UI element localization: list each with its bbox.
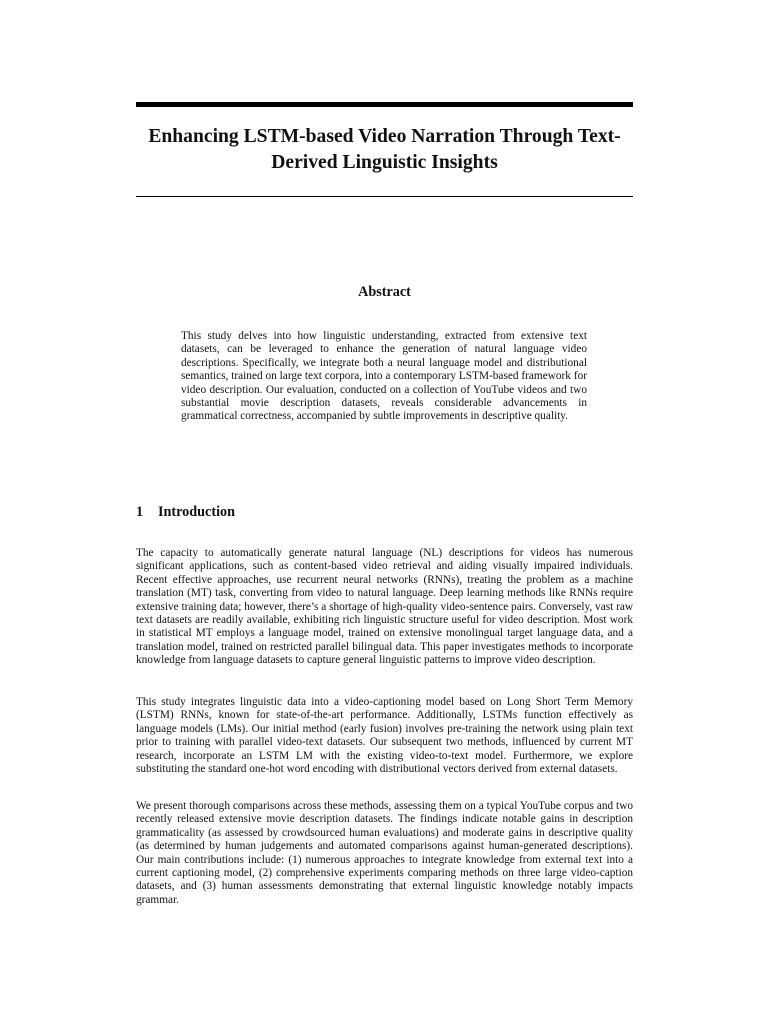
intro-paragraph-3: We present thorough comparisons across these methods, assessing them on a typical YouTube corpus and two recently released extensive movie description datasets. The findings indicate notable gains in description grammaticality (as assessed by crowdsourced human evaluations) and moderate gains in descriptive quality (as determined by human judgements and automated comparisons against human-generated descriptions). Our main contributions include: (1) numerous approaches to integrate knowledge from external text into a current captioning model, (2) comprehensive experiments comparing methods on three large video-caption datasets, and (3) human assessments demonstrating that external linguistic knowledge notably impacts grammar. xyxy=(136,800,633,906)
title-top-rule xyxy=(136,102,633,107)
section-title: Introduction xyxy=(158,504,235,520)
section-number: 1 xyxy=(136,504,144,520)
section-heading-introduction xyxy=(136,502,235,522)
intro-paragraph-2: This study integrates linguistic data into a video-captioning model based on Long Short Term Memory (LSTM) RNNs, known for state-of-the-art performance. Additionally, LSTMs function effectively as language models (LMs). Our initial method (early fusion) involves pre-training the network using plain text prior to training with parallel video-text datasets. Our subsequent two methods, influenced by current MT research, incorporate an LSTM LM with the existing video-to-text model. Furthermore, we explore substituting the standard one-hot word encoding with distributional vectors derived from external datasets. xyxy=(136,696,633,776)
abstract-heading: Abstract xyxy=(358,284,411,300)
title-bottom-rule xyxy=(136,196,633,197)
abstract-text: This study delves into how linguistic understanding, extracted from extensive text datasets, can be leveraged to enhance the generation of natural language video descriptions. Specifically, we integrate both a neural language model and distributional semantics, trained on large text corpora, into a contemporary LSTM-based framework for video description. Our evaluation, conducted on a collection of YouTube videos and two substantial movie description datasets, reveals considerable advancements in grammatical correctness, accompanied by subtle improvements in descriptive quality. xyxy=(181,330,587,423)
paper-title: Enhancing LSTM-based Video Narration Through Text-Derived Linguistic Insights xyxy=(148,126,621,173)
intro-paragraph-1: The capacity to automatically generate natural language (NL) descriptions for videos has numerous significant applications, such as content-based video retrieval and aiding visually impaired individuals. Recent effective approaches, use recurrent neural networks (RNNs), treating the problem as a machine translation (MT) task, converting from video to natural language. Deep learning methods like RNNs require extensive training data; however, there’s a shortage of high-quality video-sentence pairs. Conversely, vast raw text datasets are readily available, exhibiting rich linguistic structure useful for video description. Most work in statistical MT employs a language model, trained on extensive monolingual target language data, and a translation model, trained on restricted parallel bilingual data. This paper investigates methods to incorporate knowledge from language datasets to capture general linguistic patterns to improve video description. xyxy=(136,547,633,667)
